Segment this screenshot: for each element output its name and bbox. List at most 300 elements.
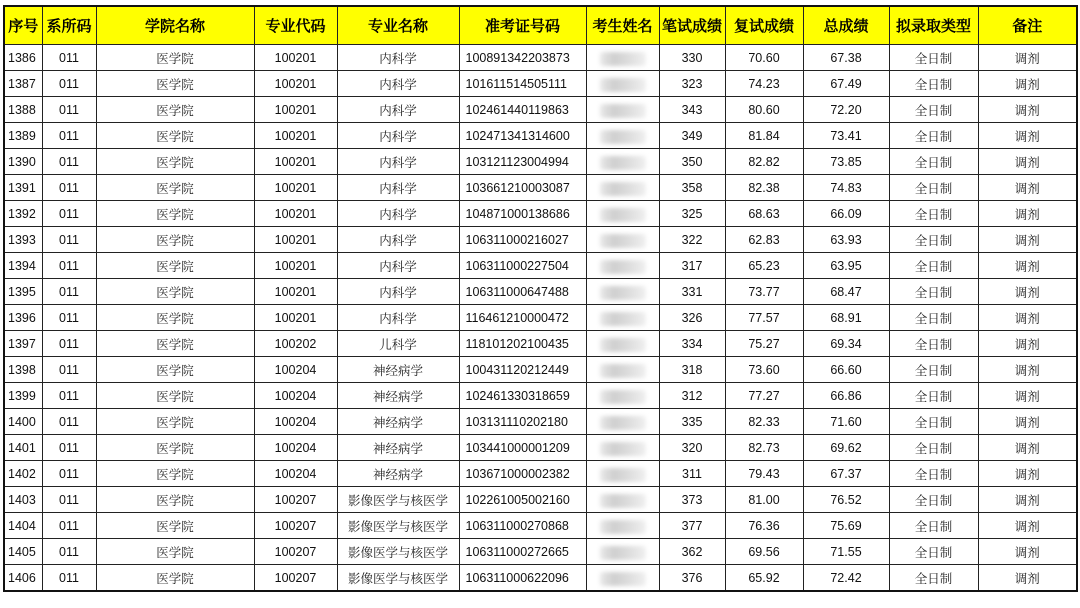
- cell-name: [586, 201, 659, 227]
- cell-admission-type: 全日制: [889, 513, 978, 539]
- cell-written-score: 349: [659, 123, 725, 149]
- header-note: 备注: [978, 6, 1077, 45]
- redacted-name-blur: [600, 130, 646, 144]
- cell-major: 内科学: [337, 253, 459, 279]
- cell-interview-score: 82.82: [725, 149, 803, 175]
- cell-major-code: 100201: [254, 175, 337, 201]
- cell-total-score: 72.20: [803, 97, 889, 123]
- cell-name: [586, 357, 659, 383]
- table-row: [4, 487, 1077, 513]
- cell-seq: 1396: [4, 305, 42, 331]
- cell-name: [586, 487, 659, 513]
- cell-seq: 1402: [4, 461, 42, 487]
- cell-exam-id: 101611514505111: [459, 71, 586, 97]
- cell-name: [586, 97, 659, 123]
- header-college: 学院名称: [96, 6, 254, 45]
- redacted-name-blur: [600, 312, 646, 326]
- cell-dept-code: 011: [42, 71, 96, 97]
- cell-name: [586, 149, 659, 175]
- cell-college: 医学院: [96, 227, 254, 253]
- cell-exam-id: 102471341314600: [459, 123, 586, 149]
- cell-major-code: 100201: [254, 45, 337, 71]
- cell-written-score: 323: [659, 71, 725, 97]
- cell-major: 影像医学与核医学: [337, 513, 459, 539]
- cell-name: [586, 539, 659, 565]
- cell-major: 神经病学: [337, 357, 459, 383]
- header-total-score: 总成绩: [803, 6, 889, 45]
- cell-name: [586, 175, 659, 201]
- cell-seq: 1399: [4, 383, 42, 409]
- cell-interview-score: 69.56: [725, 539, 803, 565]
- cell-major: 内科学: [337, 123, 459, 149]
- cell-major: 内科学: [337, 149, 459, 175]
- cell-name: [586, 331, 659, 357]
- cell-major-code: 100201: [254, 279, 337, 305]
- cell-major-code: 100201: [254, 123, 337, 149]
- cell-major: 神经病学: [337, 383, 459, 409]
- cell-total-score: 66.86: [803, 383, 889, 409]
- cell-dept-code: 011: [42, 305, 96, 331]
- cell-note: 调剂: [978, 175, 1077, 201]
- cell-major-code: 100201: [254, 201, 337, 227]
- cell-written-score: 326: [659, 305, 725, 331]
- cell-admission-type: 全日制: [889, 253, 978, 279]
- cell-total-score: 75.69: [803, 513, 889, 539]
- redacted-name-blur: [600, 364, 646, 378]
- cell-note: 调剂: [978, 435, 1077, 461]
- cell-major: 内科学: [337, 305, 459, 331]
- cell-dept-code: 011: [42, 331, 96, 357]
- redacted-name-blur: [600, 182, 646, 196]
- cell-admission-type: 全日制: [889, 201, 978, 227]
- cell-major-code: 100204: [254, 409, 337, 435]
- cell-major: 神经病学: [337, 461, 459, 487]
- cell-major: 内科学: [337, 201, 459, 227]
- cell-exam-id: 106311000272665: [459, 539, 586, 565]
- cell-written-score: 362: [659, 539, 725, 565]
- header-dept-code: 系所码: [42, 6, 96, 45]
- redacted-name-blur: [600, 260, 646, 274]
- admission-table-container: [3, 5, 1076, 592]
- cell-interview-score: 82.38: [725, 175, 803, 201]
- cell-dept-code: 011: [42, 201, 96, 227]
- cell-exam-id: 106311000270868: [459, 513, 586, 539]
- cell-total-score: 71.60: [803, 409, 889, 435]
- cell-total-score: 72.42: [803, 565, 889, 592]
- table-row: [4, 565, 1077, 592]
- cell-major: 内科学: [337, 175, 459, 201]
- cell-note: 调剂: [978, 149, 1077, 175]
- cell-major: 神经病学: [337, 409, 459, 435]
- table-row: [4, 279, 1077, 305]
- cell-interview-score: 68.63: [725, 201, 803, 227]
- cell-written-score: 343: [659, 97, 725, 123]
- cell-interview-score: 70.60: [725, 45, 803, 71]
- cell-major-code: 100201: [254, 253, 337, 279]
- cell-college: 医学院: [96, 253, 254, 279]
- cell-major-code: 100207: [254, 513, 337, 539]
- cell-written-score: 376: [659, 565, 725, 592]
- cell-major: 神经病学: [337, 435, 459, 461]
- cell-note: 调剂: [978, 279, 1077, 305]
- cell-major-code: 100201: [254, 97, 337, 123]
- redacted-name-blur: [600, 52, 646, 66]
- cell-major-code: 100207: [254, 539, 337, 565]
- cell-dept-code: 011: [42, 253, 96, 279]
- redacted-name-blur: [600, 234, 646, 248]
- cell-name: [586, 253, 659, 279]
- cell-college: 医学院: [96, 539, 254, 565]
- cell-written-score: 320: [659, 435, 725, 461]
- cell-exam-id: 103661210003087: [459, 175, 586, 201]
- cell-note: 调剂: [978, 201, 1077, 227]
- table-header: [4, 6, 1077, 45]
- cell-major-code: 100207: [254, 565, 337, 592]
- cell-exam-id: 103131110202180: [459, 409, 586, 435]
- cell-major: 影像医学与核医学: [337, 539, 459, 565]
- table-row: [4, 409, 1077, 435]
- cell-total-score: 67.49: [803, 71, 889, 97]
- cell-dept-code: 011: [42, 461, 96, 487]
- redacted-name-blur: [600, 468, 646, 482]
- cell-interview-score: 81.84: [725, 123, 803, 149]
- cell-name: [586, 279, 659, 305]
- redacted-name-blur: [600, 442, 646, 456]
- table-row: [4, 123, 1077, 149]
- cell-exam-id: 118101202100435: [459, 331, 586, 357]
- cell-major: 内科学: [337, 227, 459, 253]
- cell-major-code: 100204: [254, 461, 337, 487]
- header-row: [4, 6, 1077, 45]
- header-admission-type: 拟录取类型: [889, 6, 978, 45]
- cell-written-score: 373: [659, 487, 725, 513]
- cell-admission-type: 全日制: [889, 409, 978, 435]
- cell-dept-code: 011: [42, 123, 96, 149]
- cell-admission-type: 全日制: [889, 487, 978, 513]
- header-written-score: 笔试成绩: [659, 6, 725, 45]
- cell-written-score: 358: [659, 175, 725, 201]
- cell-written-score: 330: [659, 45, 725, 71]
- cell-total-score: 76.52: [803, 487, 889, 513]
- cell-exam-id: 102261005002160: [459, 487, 586, 513]
- cell-total-score: 73.85: [803, 149, 889, 175]
- redacted-name-blur: [600, 494, 646, 508]
- table-row: [4, 45, 1077, 71]
- cell-interview-score: 77.27: [725, 383, 803, 409]
- cell-college: 医学院: [96, 513, 254, 539]
- cell-written-score: 311: [659, 461, 725, 487]
- cell-major-code: 100201: [254, 149, 337, 175]
- cell-seq: 1405: [4, 539, 42, 565]
- cell-dept-code: 011: [42, 383, 96, 409]
- cell-seq: 1401: [4, 435, 42, 461]
- cell-seq: 1386: [4, 45, 42, 71]
- cell-name: [586, 435, 659, 461]
- cell-note: 调剂: [978, 253, 1077, 279]
- header-major-code: 专业代码: [254, 6, 337, 45]
- cell-college: 医学院: [96, 175, 254, 201]
- cell-major: 影像医学与核医学: [337, 565, 459, 592]
- cell-admission-type: 全日制: [889, 435, 978, 461]
- cell-total-score: 74.83: [803, 175, 889, 201]
- table-row: [4, 71, 1077, 97]
- header-interview-score: 复试成绩: [725, 6, 803, 45]
- cell-exam-id: 104871000138686: [459, 201, 586, 227]
- cell-exam-id: 106311000227504: [459, 253, 586, 279]
- cell-college: 医学院: [96, 357, 254, 383]
- cell-total-score: 66.09: [803, 201, 889, 227]
- table-row: [4, 435, 1077, 461]
- cell-interview-score: 75.27: [725, 331, 803, 357]
- cell-note: 调剂: [978, 461, 1077, 487]
- cell-college: 医学院: [96, 123, 254, 149]
- cell-admission-type: 全日制: [889, 227, 978, 253]
- cell-admission-type: 全日制: [889, 305, 978, 331]
- cell-total-score: 69.62: [803, 435, 889, 461]
- cell-admission-type: 全日制: [889, 565, 978, 592]
- cell-dept-code: 011: [42, 409, 96, 435]
- cell-college: 医学院: [96, 149, 254, 175]
- table-row: [4, 175, 1077, 201]
- cell-seq: 1398: [4, 357, 42, 383]
- cell-name: [586, 565, 659, 592]
- cell-exam-id: 106311000647488: [459, 279, 586, 305]
- table-row: [4, 253, 1077, 279]
- cell-admission-type: 全日制: [889, 383, 978, 409]
- table-row: [4, 201, 1077, 227]
- cell-written-score: 377: [659, 513, 725, 539]
- cell-dept-code: 011: [42, 357, 96, 383]
- cell-total-score: 73.41: [803, 123, 889, 149]
- cell-total-score: 68.47: [803, 279, 889, 305]
- header-name: 考生姓名: [586, 6, 659, 45]
- cell-name: [586, 123, 659, 149]
- cell-college: 医学院: [96, 97, 254, 123]
- cell-seq: 1403: [4, 487, 42, 513]
- cell-note: 调剂: [978, 97, 1077, 123]
- table-row: [4, 513, 1077, 539]
- cell-exam-id: 106311000216027: [459, 227, 586, 253]
- table-row: [4, 149, 1077, 175]
- table-row: [4, 539, 1077, 565]
- cell-name: [586, 45, 659, 71]
- header-major: 专业名称: [337, 6, 459, 45]
- cell-seq: 1388: [4, 97, 42, 123]
- cell-seq: 1392: [4, 201, 42, 227]
- cell-college: 医学院: [96, 435, 254, 461]
- cell-dept-code: 011: [42, 435, 96, 461]
- table-row: [4, 331, 1077, 357]
- redacted-name-blur: [600, 338, 646, 352]
- cell-name: [586, 383, 659, 409]
- cell-total-score: 71.55: [803, 539, 889, 565]
- cell-note: 调剂: [978, 71, 1077, 97]
- cell-admission-type: 全日制: [889, 279, 978, 305]
- cell-name: [586, 227, 659, 253]
- cell-seq: 1390: [4, 149, 42, 175]
- cell-seq: 1389: [4, 123, 42, 149]
- cell-interview-score: 82.73: [725, 435, 803, 461]
- redacted-name-blur: [600, 156, 646, 170]
- cell-major: 内科学: [337, 279, 459, 305]
- cell-name: [586, 409, 659, 435]
- redacted-name-blur: [600, 546, 646, 560]
- cell-written-score: 318: [659, 357, 725, 383]
- cell-note: 调剂: [978, 409, 1077, 435]
- table-row: [4, 227, 1077, 253]
- cell-total-score: 69.34: [803, 331, 889, 357]
- cell-admission-type: 全日制: [889, 45, 978, 71]
- cell-admission-type: 全日制: [889, 71, 978, 97]
- cell-college: 医学院: [96, 305, 254, 331]
- cell-name: [586, 513, 659, 539]
- cell-major-code: 100202: [254, 331, 337, 357]
- cell-seq: 1397: [4, 331, 42, 357]
- cell-college: 医学院: [96, 45, 254, 71]
- cell-major: 内科学: [337, 71, 459, 97]
- table-row: [4, 357, 1077, 383]
- cell-total-score: 66.60: [803, 357, 889, 383]
- redacted-name-blur: [600, 78, 646, 92]
- cell-exam-id: 103671000002382: [459, 461, 586, 487]
- cell-seq: 1387: [4, 71, 42, 97]
- cell-exam-id: 100891342203873: [459, 45, 586, 71]
- cell-dept-code: 011: [42, 227, 96, 253]
- cell-note: 调剂: [978, 539, 1077, 565]
- cell-college: 医学院: [96, 487, 254, 513]
- cell-dept-code: 011: [42, 97, 96, 123]
- cell-interview-score: 77.57: [725, 305, 803, 331]
- cell-interview-score: 74.23: [725, 71, 803, 97]
- admission-table: [3, 5, 1078, 592]
- table-row: [4, 383, 1077, 409]
- cell-interview-score: 73.60: [725, 357, 803, 383]
- cell-written-score: 334: [659, 331, 725, 357]
- cell-dept-code: 011: [42, 149, 96, 175]
- cell-college: 医学院: [96, 565, 254, 592]
- cell-note: 调剂: [978, 383, 1077, 409]
- cell-seq: 1394: [4, 253, 42, 279]
- cell-dept-code: 011: [42, 565, 96, 592]
- redacted-name-blur: [600, 208, 646, 222]
- table-row: [4, 305, 1077, 331]
- cell-major-code: 100201: [254, 71, 337, 97]
- cell-total-score: 68.91: [803, 305, 889, 331]
- cell-interview-score: 82.33: [725, 409, 803, 435]
- cell-major-code: 100204: [254, 383, 337, 409]
- cell-admission-type: 全日制: [889, 175, 978, 201]
- cell-written-score: 322: [659, 227, 725, 253]
- cell-seq: 1393: [4, 227, 42, 253]
- cell-interview-score: 65.23: [725, 253, 803, 279]
- cell-admission-type: 全日制: [889, 97, 978, 123]
- cell-note: 调剂: [978, 513, 1077, 539]
- cell-total-score: 63.93: [803, 227, 889, 253]
- cell-admission-type: 全日制: [889, 123, 978, 149]
- cell-college: 医学院: [96, 279, 254, 305]
- cell-dept-code: 011: [42, 539, 96, 565]
- cell-written-score: 312: [659, 383, 725, 409]
- cell-major: 影像医学与核医学: [337, 487, 459, 513]
- cell-major: 儿科学: [337, 331, 459, 357]
- cell-dept-code: 011: [42, 175, 96, 201]
- header-exam-id: 准考证号码: [459, 6, 586, 45]
- cell-admission-type: 全日制: [889, 539, 978, 565]
- cell-total-score: 63.95: [803, 253, 889, 279]
- cell-note: 调剂: [978, 487, 1077, 513]
- cell-interview-score: 81.00: [725, 487, 803, 513]
- cell-total-score: 67.38: [803, 45, 889, 71]
- cell-college: 医学院: [96, 71, 254, 97]
- cell-written-score: 335: [659, 409, 725, 435]
- cell-exam-id: 106311000622096: [459, 565, 586, 592]
- cell-interview-score: 62.83: [725, 227, 803, 253]
- cell-major-code: 100201: [254, 305, 337, 331]
- cell-note: 调剂: [978, 357, 1077, 383]
- redacted-name-blur: [600, 286, 646, 300]
- table-row: [4, 97, 1077, 123]
- cell-interview-score: 73.77: [725, 279, 803, 305]
- table-row: [4, 461, 1077, 487]
- cell-admission-type: 全日制: [889, 149, 978, 175]
- redacted-name-blur: [600, 416, 646, 430]
- cell-major-code: 100204: [254, 357, 337, 383]
- cell-admission-type: 全日制: [889, 461, 978, 487]
- cell-college: 医学院: [96, 383, 254, 409]
- cell-major-code: 100204: [254, 435, 337, 461]
- cell-written-score: 325: [659, 201, 725, 227]
- cell-written-score: 317: [659, 253, 725, 279]
- cell-dept-code: 011: [42, 513, 96, 539]
- cell-written-score: 350: [659, 149, 725, 175]
- redacted-name-blur: [600, 572, 646, 586]
- cell-note: 调剂: [978, 565, 1077, 592]
- cell-interview-score: 80.60: [725, 97, 803, 123]
- cell-note: 调剂: [978, 123, 1077, 149]
- cell-total-score: 67.37: [803, 461, 889, 487]
- cell-admission-type: 全日制: [889, 357, 978, 383]
- cell-written-score: 331: [659, 279, 725, 305]
- cell-note: 调剂: [978, 305, 1077, 331]
- cell-seq: 1391: [4, 175, 42, 201]
- cell-seq: 1395: [4, 279, 42, 305]
- cell-name: [586, 461, 659, 487]
- cell-seq: 1404: [4, 513, 42, 539]
- cell-note: 调剂: [978, 45, 1077, 71]
- cell-dept-code: 011: [42, 487, 96, 513]
- cell-exam-id: 102461330318659: [459, 383, 586, 409]
- cell-seq: 1406: [4, 565, 42, 592]
- cell-exam-id: 100431120212449: [459, 357, 586, 383]
- cell-major-code: 100201: [254, 227, 337, 253]
- cell-college: 医学院: [96, 409, 254, 435]
- redacted-name-blur: [600, 520, 646, 534]
- cell-note: 调剂: [978, 227, 1077, 253]
- cell-admission-type: 全日制: [889, 331, 978, 357]
- cell-dept-code: 011: [42, 45, 96, 71]
- cell-interview-score: 76.36: [725, 513, 803, 539]
- cell-seq: 1400: [4, 409, 42, 435]
- cell-major: 内科学: [337, 97, 459, 123]
- cell-dept-code: 011: [42, 279, 96, 305]
- cell-interview-score: 79.43: [725, 461, 803, 487]
- cell-exam-id: 116461210000472: [459, 305, 586, 331]
- cell-college: 医学院: [96, 201, 254, 227]
- table-body: [4, 45, 1077, 592]
- header-seq: 序号: [4, 6, 42, 45]
- cell-interview-score: 65.92: [725, 565, 803, 592]
- cell-note: 调剂: [978, 331, 1077, 357]
